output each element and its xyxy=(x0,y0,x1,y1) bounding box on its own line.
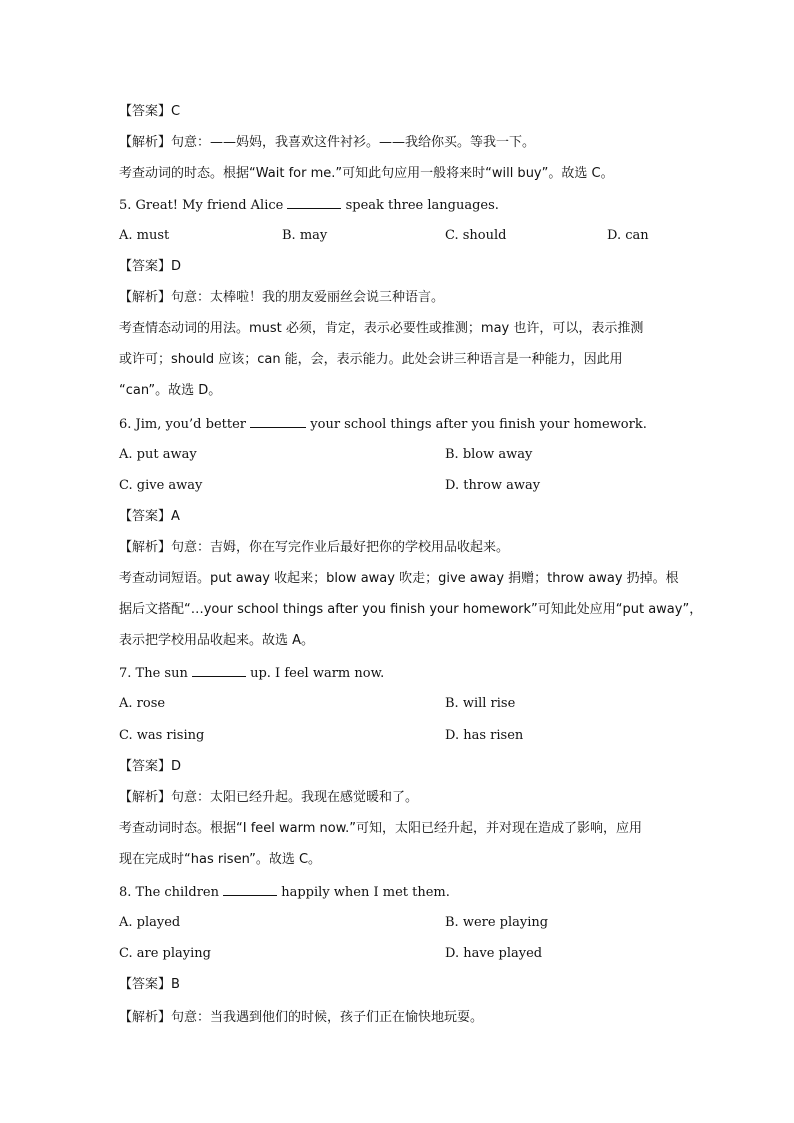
question-8-pre: 8. The children xyxy=(119,885,224,900)
analysis-7-line-3: 现在完成时“has risen”。故选 C。 xyxy=(119,852,322,867)
analysis-4-line-1: 【解析】句意：——妈妈，我喜欢这件衬衫。——我给你买。等我一下。 xyxy=(119,135,536,150)
answer-blank xyxy=(223,884,277,896)
answer-blank xyxy=(250,416,306,428)
question-5-post: speak three languages. xyxy=(341,198,499,213)
option-8-d: D. have played xyxy=(445,946,543,961)
analysis-8-line-1: 【解析】句意：当我遇到他们的时候，孩子们正在愉快地玩耍。 xyxy=(119,1010,484,1025)
answer-blank xyxy=(192,665,246,677)
option-5-b: B. may xyxy=(282,228,328,243)
option-7-a: A. rose xyxy=(119,696,166,711)
analysis-5-line-1: 【解析】句意：太棒啦！我的朋友爱丽丝会说三种语言。 xyxy=(119,290,445,305)
analysis-5-line-2: 考查情态动词的用法。must 必须，肯定，表示必要性或推测；may 也许，可以，表示推测 xyxy=(119,321,644,336)
answer-5: 【答案】D xyxy=(119,259,182,274)
option-5-c: C. should xyxy=(445,228,507,243)
question-7 xyxy=(119,665,384,682)
question-7-pre: 7. The sun xyxy=(119,666,192,681)
question-6-pre: 6. Jim, you’d better xyxy=(119,417,251,432)
answer-7: 【答案】D xyxy=(119,759,182,774)
answer-4: 【答案】C xyxy=(119,104,181,119)
analysis-6-line-3: 据后文搭配“…your school things after you finish your homework”可知此处应用“put away”， xyxy=(119,602,703,617)
question-8 xyxy=(119,884,450,901)
question-5 xyxy=(119,197,499,214)
answer-blank xyxy=(287,197,341,209)
option-6-d: D. throw away xyxy=(445,478,541,493)
answer-6: 【答案】A xyxy=(119,509,180,524)
option-7-c: C. was rising xyxy=(119,728,205,743)
option-6-a: A. put away xyxy=(119,447,197,462)
analysis-7-line-2: 考查动词时态。根据“I feel warm now.”可知，太阳已经升起，并对现在造成了影响，应用 xyxy=(119,821,643,836)
option-8-c: C. are playing xyxy=(119,946,211,961)
analysis-5-line-3: 或许可；should 应该；can 能，会，表示能力。此处会讲三种语言是一种能力，因此用 xyxy=(119,352,623,367)
question-6-post: your school things after you finish your homework. xyxy=(306,417,647,432)
option-8-a: A. played xyxy=(119,915,181,930)
question-6 xyxy=(119,416,647,433)
analysis-7-line-1: 【解析】句意：太阳已经升起。我现在感觉暖和了。 xyxy=(119,790,419,805)
option-7-b: B. will rise xyxy=(445,696,516,711)
answer-8: 【答案】B xyxy=(119,977,180,992)
option-7-d: D. has risen xyxy=(445,728,524,743)
analysis-4-line-2: 考查动词的时态。根据“Wait for me.”可知此句应用一般将来时“will buy”。故选 C。 xyxy=(119,166,614,181)
option-8-b: B. were playing xyxy=(445,915,549,930)
question-7-post: up. I feel warm now. xyxy=(245,666,385,681)
option-6-b: B. blow away xyxy=(445,447,533,462)
option-5-a: A. must xyxy=(119,228,170,243)
analysis-6-line-1: 【解析】句意：吉姆，你在写完作业后最好把你的学校用品收起来。 xyxy=(119,540,510,555)
analysis-6-line-4: 表示把学校用品收起来。故选 A。 xyxy=(119,633,315,648)
option-5-d: D. can xyxy=(607,228,649,243)
question-5-pre: 5. Great! My friend Alice xyxy=(119,198,288,213)
analysis-5-line-4: “can”。故选 D。 xyxy=(119,383,222,398)
analysis-6-line-2: 考查动词短语。put away 收起来；blow away 吹走；give away 捐赠；throw away 扔掉。根 xyxy=(119,571,679,586)
question-8-post: happily when I met them. xyxy=(277,885,450,900)
option-6-c: C. give away xyxy=(119,478,203,493)
